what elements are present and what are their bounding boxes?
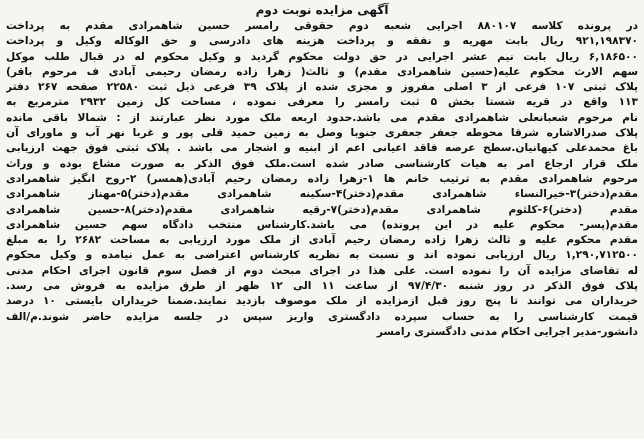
body-line: نام مرحوم شعبانعلی شاهمرادی مقدم می باشد.حدود اربعه ملک مورد نظر عبارتند از : شمالا باقی مانده	[6, 111, 638, 124]
body-line: ملک قرار ارجاع امر به هیات کارشناسی صادر شده است.ملک فوق الذکر به صورت مشاع بوده و وراث	[6, 157, 638, 170]
body-line: مقدم (دختر)۶-کلثوم شاهمرادی مقدم(دختر)۷-رقیه شاهمرادی مقدم(دختر)۸-حسین شاهمرادی	[6, 203, 638, 216]
body-line: ۶,۱۸۶۵۰۰ ریال بابت نیم عشر اجرایی در حق دولت محکوم گردید و وکیل محکوم له در قبال طلب موکل	[6, 50, 638, 63]
body-line: مقدم محکوم علیه و ثالث زهرا زاده رمضان رحیم آبادی از ملک مورد ارزیابی به مساحت ۲۶۸۲ را به مبلغ	[6, 234, 638, 247]
body-line: خریداران می توانند تا پنج روز قبل ازمزایده از ملک موصوف بازدید نمایند.ضمنا خریداران بایستی ۱۰ درصد	[6, 295, 638, 308]
body-line: سهم الارث محکوم علیه(حسین شاهمرادی مقدم) و ثالث( زهرا زاده رمضان رحیمی آبادی ف مرحوم باقر)	[6, 65, 638, 78]
body-line: در پرونده کلاسه ۸۸۰۱۰۷ اجرایی شعبه دوم حقوقی رامسر حسین شاهمرادی مقدم به پرداخت	[6, 20, 638, 32]
body-line: پلاک ثبتی ۱۰۷ فرعی از ۳ اصلی مفروز و مجزی شده از پلاک ۳۹ فرعی ذیل ثبت ۲۲۵۸۰ صفحه ۲۶۷ دفتر	[6, 81, 638, 94]
body-line: ۹۲۱,۱۹۸۳۷۰ ریال بابت مهریه و نفقه و پرداخت هزینه های دادرسی و حق الوکاله وکیل و پرداخت	[6, 35, 638, 48]
body-line: مقدم(دختر)۳-خیرالنساء شاهمرادی مقدم(دختر)۴-سکینه شاهمرادی مقدم(دختر)۵-مهناز شاهمرادی	[6, 188, 638, 201]
body-line: پلاک فوق الذکر در روز شنبه ۹۷/۴/۳۰ از ساعت ۱۱ الی ۱۲ ظهر از طرق مزایده به فروش می رسد.	[6, 280, 638, 293]
body-line: مرحوم شاهمرادی مقدم به ترتیب خانم ها ۱-زهرا زاده رمضان رحیم آبادی(همسر) ۲-روح انگیز شاهمرادی	[6, 172, 638, 185]
body-line: مقدم(پسر- محکوم علیه در این پرونده) می باشد.کارشناس منتخب دادگاه سهم حسین شاهمرادی	[6, 218, 638, 231]
body-line: ۱,۲۹۰,۷۱۲۵۰۰ ریال ارزیابی نموده اند و نسبت به نظریه کارشناس اعتراضی به عمل نیامده و وکیل محکوم	[6, 249, 638, 262]
notice-body	[6, 19, 638, 340]
body-line: قیمت کارشناسی را به حساب سپرده دادگستری واریز سپس در جلسه مزایده حاضر شوند.م/الف	[6, 310, 638, 323]
body-line: باغ محمدعلی کیهانیان.سطح عرصه فاقد اعیانی اعم از ابنیه و اشجار می باشد . پلاک ثبتی فوق جهت ارزیابی	[6, 142, 638, 155]
body-line: له تقاضای مزایده آن را نموده است. علی هذا در اجرای مبحث دوم از فصل سوم قانون اجرای احکام مدنی	[6, 264, 638, 277]
body-line: ۱۱۳ واقع در قریه شستا بخش ۵ ثبت رامسر را معرفی نموده ، مساحت کل زمین ۲۹۳۲ مترمربع به	[6, 96, 638, 109]
notice-title: آگهی مزایده نوبت دوم	[255, 3, 389, 17]
body-line: پلاک صدرالاشاره شرقا محوطه جعفر جعفری جنوبا وصل به زمین حمید قلی پور و غربا نهر آب و ماورای آن	[6, 127, 638, 140]
signature-line: دانشور-مدیر اجرایی احکام مدنی دادگستری رامسر	[376, 325, 638, 338]
